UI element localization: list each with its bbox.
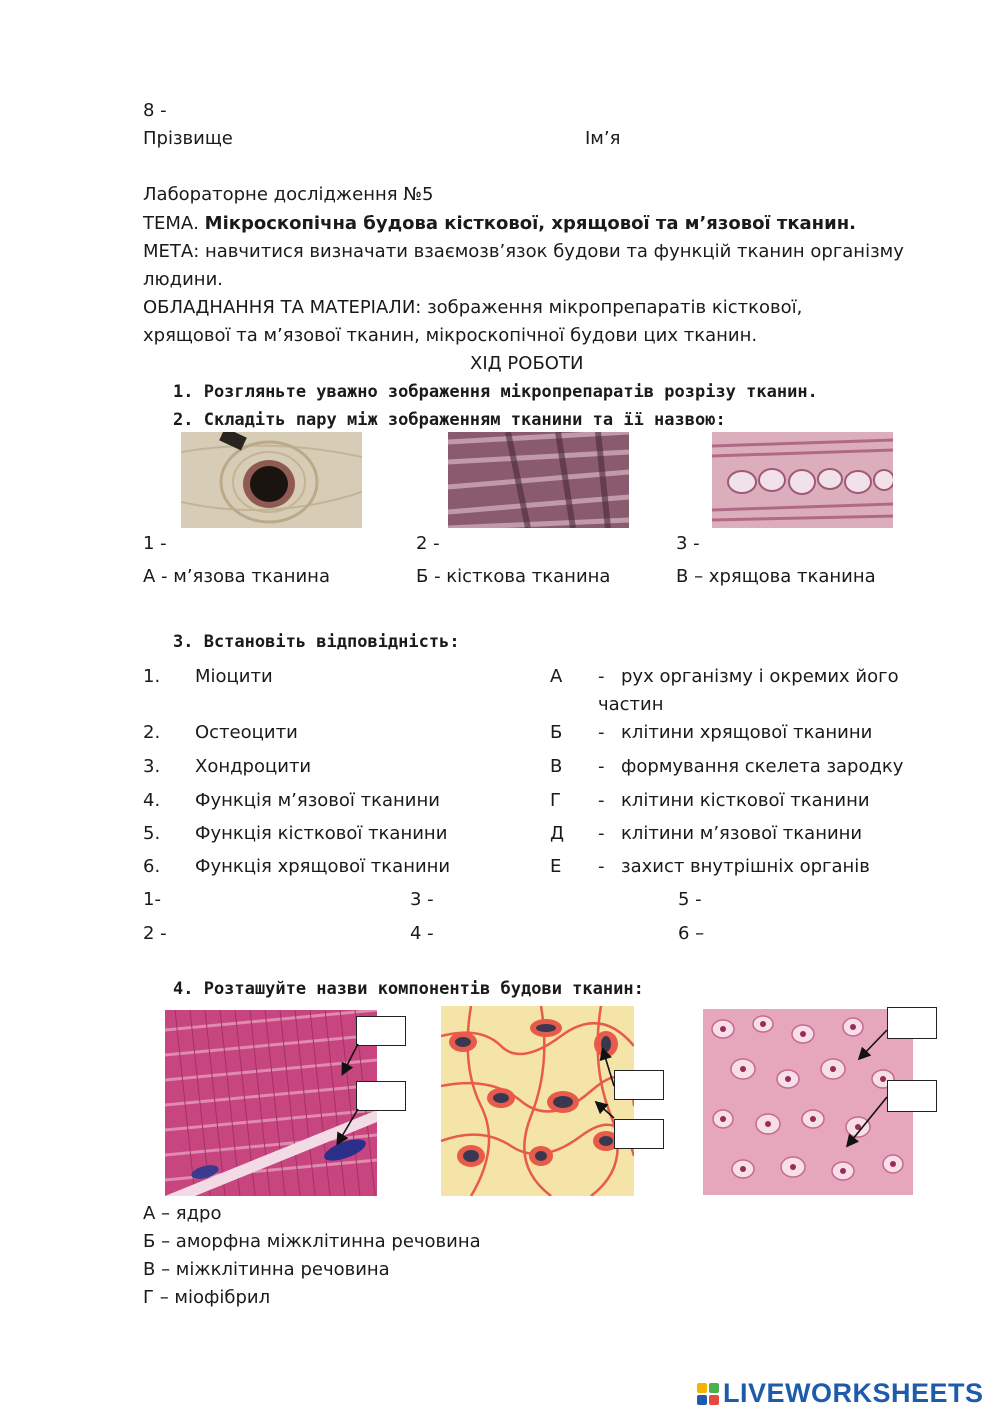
task4-heading: 4. Розташуйте назви компонентів будови тканин: [173,979,644,999]
match-right-letter: В [550,756,563,777]
match-right-text: клітини хрящової тканини [621,722,873,743]
legend-item: В – міжклітинна речовина [143,1259,390,1280]
task2-slot-1[interactable]: 1 - [143,533,167,554]
topic-text: Мікроскопічна будова кісткової, хрящової та м’язової тканин. [204,213,857,234]
liveworksheets-logo [697,1378,984,1409]
match-right-dash: - [598,666,605,687]
task2-slot-2[interactable]: 2 - [416,533,440,554]
legend-item: Б – аморфна міжклітинна речовина [143,1231,481,1252]
brand-text: LIVEWORKSHEETS [723,1378,984,1408]
task3-answer-4[interactable]: 4 - [410,923,434,944]
match-left-text: Функція кісткової тканини [195,823,448,844]
match-left-num: 3. [143,756,161,777]
task3-answer-2[interactable]: 2 - [143,923,167,944]
surname-label: Прізвище [143,128,233,149]
task3-answer-1[interactable]: 1- [143,889,161,910]
match-left-text: Остеоцити [195,722,298,743]
match-left-text: Функція м’язової тканини [195,790,440,811]
match-right-dash: - [598,790,605,811]
task2-text: 2. Складіть пару між зображенням тканини та її назвою: [173,410,726,430]
match-right-letter: А [550,666,563,687]
match-right-dash: - [598,856,605,877]
goal-line-2: людини. [143,269,223,290]
legend-item: Г – міофібрил [143,1287,271,1308]
task3-answer-6[interactable]: 6 – [678,923,705,944]
match-left-num: 6. [143,856,161,877]
name-label: Ім’я [585,128,621,149]
task2-option-b: Б - кісткова тканина [416,566,611,587]
match-right-text: клітини м’язової тканини [621,823,863,844]
match-left-text: Функція хрящової тканини [195,856,451,877]
match-right-text: захист внутрішніх органів [621,856,870,877]
match-right-dash: - [598,756,605,777]
topic-prefix: ТЕМА. [143,213,199,234]
lab-title: Лабораторне дослідження №5 [143,184,434,205]
match-right-letter: Г [550,790,561,811]
match-right-dash: - [598,722,605,743]
task1-text: 1. Розгляньте уважно зображення мікропрепаратів розрізу тканин. [173,382,818,402]
header-number: 8 - [143,100,167,121]
match-left-num: 4. [143,790,161,811]
task3-answer-3[interactable]: 3 - [410,889,434,910]
task2-slot-3[interactable]: 3 - [676,533,700,554]
goal-line-1: МЕТА: навчитися визначати взаємозв’язок будови та функцій тканин організму [143,241,904,262]
match-left-num: 5. [143,823,161,844]
task2-option-c: В – хрящова тканина [676,566,876,587]
match-right-letter: Д [550,823,565,844]
match-right-letter: Б [550,722,563,743]
logo-blocks-icon [697,1383,719,1405]
match-right-text: рух організму і окремих його [621,666,899,687]
procedure-heading: ХІД РОБОТИ [470,353,584,374]
equipment-line-2: хрящової та м’язової тканин, мікроскопічної будови цих тканин. [143,325,758,346]
match-right-text: формування скелета зародку [621,756,904,777]
match-left-num: 2. [143,722,161,743]
match-left-text: Міоцити [195,666,273,687]
match-right-letter: Е [550,856,562,877]
task3-heading: 3. Встановіть відповідність: [173,632,460,652]
legend-item: А – ядро [143,1203,222,1224]
match-right-text: клітини кісткової тканини [621,790,870,811]
match-right-text-cont: частин [598,694,664,715]
task2-option-a: А - м’язова тканина [143,566,330,587]
equipment-line-1: ОБЛАДНАННЯ ТА МАТЕРІАЛИ: зображення мікропрепаратів кісткової, [143,297,803,318]
match-right-dash: - [598,823,605,844]
match-left-text: Хондроцити [195,756,312,777]
task3-answer-5[interactable]: 5 - [678,889,702,910]
match-left-num: 1. [143,666,161,687]
